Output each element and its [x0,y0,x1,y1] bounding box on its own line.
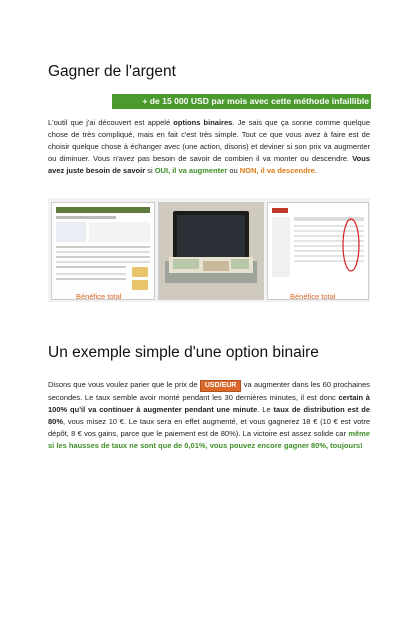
laptop-with-cash-photo-icon [159,203,263,299]
trading-site-screenshot-icon [52,203,154,299]
text-run: L'outil que j'ai découvert est appelé [48,118,174,127]
intro-paragraph [48,117,370,177]
text-run: ou [227,166,240,176]
text-run: . [314,166,317,176]
text-run: va augmenter dans les 60 prochaines secondes. Le taux semble avoir monté pendant les 30 dernières minutes, il est donc [48,380,370,402]
text-run: . Le [257,405,274,415]
text-run: Disons que vous voulez parier que le prix de [48,380,200,389]
text-run: , vous misez 10 €. Le taux sera en effet augmenté, et vous gagnerez 18 € (10 € est votre dépôt, 8 € vos gains, parce que le paiement est de 80%). La victoire est assez solide car [48,417,370,439]
promo-banner[interactable]: + de 15 000 USD par mois avec cette méthode infaillible [112,94,371,109]
example-paragraph [48,379,370,452]
text-run-orange: NON, il va descendre [239,166,315,176]
image-gallery [48,198,370,302]
screenshot-thumbnail-left[interactable] [51,202,155,300]
section-title-earn: Gagner de l'argent [48,63,176,80]
currency-pair-badge[interactable]: USD/EUR [200,380,242,392]
text-run-bold: options binaires [173,118,233,127]
photo-thumbnail-center[interactable] [158,202,264,300]
caption-total-profit-left: Bénéfice total [76,292,122,301]
text-run-green: même si les hausses de taux ne sont que de 0,01%, vous pouvez encore gagner 80%, toujours! [48,429,370,451]
text-run: si [145,166,155,176]
caption-total-profit-right: Bénéfice total [290,292,336,301]
account-table-screenshot-icon [268,203,368,299]
screenshot-thumbnail-right[interactable] [267,202,369,300]
text-run: . Je sais que ça sonne comme quelque chose de très compliqué, mais en fait c'est très simple. Tout ce que vous avez à faire est de choisir quelque chose à échanger avec (une action, disons) et deviner si son prix va augmenter ou diminuer. Vous n'avez pas besoin de savoir de combien il va monter ou descendre. [48,118,370,164]
text-run-bold: taux de distribution est de 80% [48,405,371,427]
section-title-example: Un exemple simple d'une option binaire [48,344,319,361]
text-run-bold: certain à 100% qu'il va continuer à augmenter pendant une minute [48,393,370,415]
text-run-bold: Vous avez juste besoin de savoir [48,154,370,176]
text-run-green: OUI, il va augmenter [154,166,228,176]
